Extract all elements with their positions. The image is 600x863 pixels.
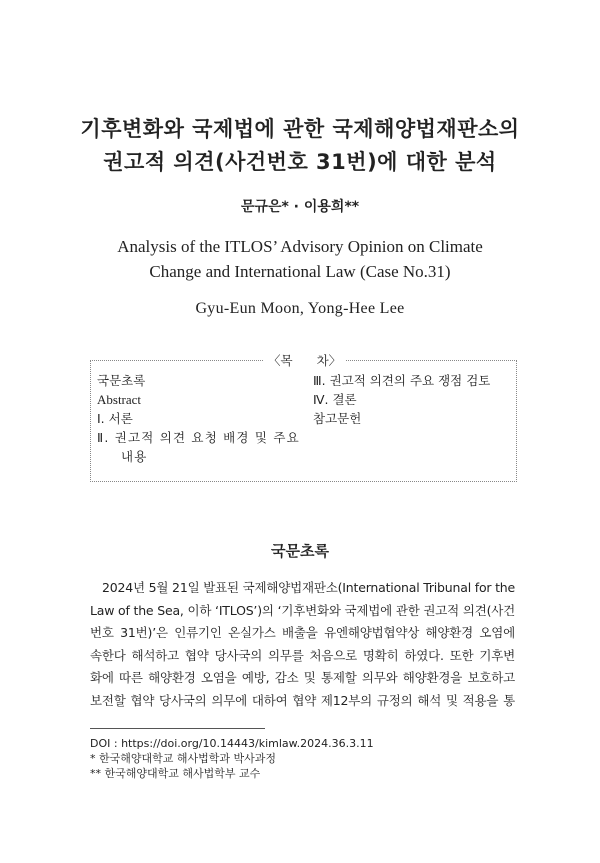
footnote-2: ** 한국해양대학교 해사법학부 교수	[90, 767, 261, 780]
toc-heading-open: 〈목	[268, 353, 293, 368]
abstract-body	[90, 577, 515, 712]
abstract-line: 화에 따른 해양환경 오염을 예방, 감소 및 통제할 의무와 해양환경을 보호하고	[90, 670, 515, 685]
toc-heading-close: 차〉	[316, 353, 342, 368]
toc-item[interactable]: 국문초록	[97, 373, 146, 388]
toc-item[interactable]: Ⅲ. 권고적 의견의 주요 쟁점 검토	[313, 373, 491, 388]
doi-link[interactable]: DOI : https://doi.org/10.14443/kimlaw.2024.36.3.11	[90, 737, 374, 750]
abstract-heading: 국문초록	[271, 542, 329, 560]
toc-right-column	[313, 371, 513, 428]
toc-left-column	[97, 371, 305, 466]
toc-item[interactable]: 참고문헌	[313, 411, 362, 426]
korean-authors: 문규은* · 이용희**	[240, 199, 360, 215]
footnote-1: * 한국해양대학교 해사법학과 박사과정	[90, 752, 277, 765]
toc-item[interactable]: Ⅱ. 권고적 의견 요청 배경 및 주요 내용	[97, 430, 300, 464]
korean-title-line-2: 권고적 의견(사건번호 31번)에 대한 분석	[103, 150, 497, 174]
abstract-line: 보전할 협약 당사국의 의무에 대하여 협약 제12부의 규정의 해석 및 적용을 통	[90, 692, 515, 708]
table-of-contents	[90, 353, 517, 482]
abstract-line: 2024년 5월 21일 발표된 국제해양법재판소(International Tribunal for the	[102, 580, 515, 595]
korean-title	[40, 113, 560, 179]
english-title-line-1: Analysis of the ITLOS’ Advisory Opinion on Climate	[117, 237, 483, 256]
toc-heading	[264, 351, 345, 369]
footnotes	[90, 736, 515, 781]
english-title-line-2: Change and International Law (Case No.31)	[149, 262, 451, 281]
toc-item[interactable]: Abstract	[97, 392, 142, 407]
english-title	[40, 234, 560, 284]
toc-item[interactable]: Ⅰ. 서론	[97, 411, 133, 426]
footnote-divider	[90, 728, 265, 729]
abstract-line: 번호 31번)’은 인류기인 온실가스 배출을 유엔해양법협약상 해양환경 오염에	[90, 625, 515, 640]
english-authors: Gyu-Eun Moon, Yong-Hee Lee	[195, 300, 405, 317]
toc-item[interactable]: Ⅳ. 결론	[313, 392, 357, 407]
abstract-line: 속한다 해석하고 협약 당사국의 의무를 처음으로 명확히 하였다. 또한 기후변	[90, 647, 515, 663]
abstract-line: Law of the Sea, 이하 ‘ITLOS’)의 ‘기후변화와 국제법에 관한 권고적 의견(사건	[90, 602, 515, 618]
korean-title-line-1: 기후변화와 국제법에 관한 국제해양법재판소의	[80, 117, 520, 141]
